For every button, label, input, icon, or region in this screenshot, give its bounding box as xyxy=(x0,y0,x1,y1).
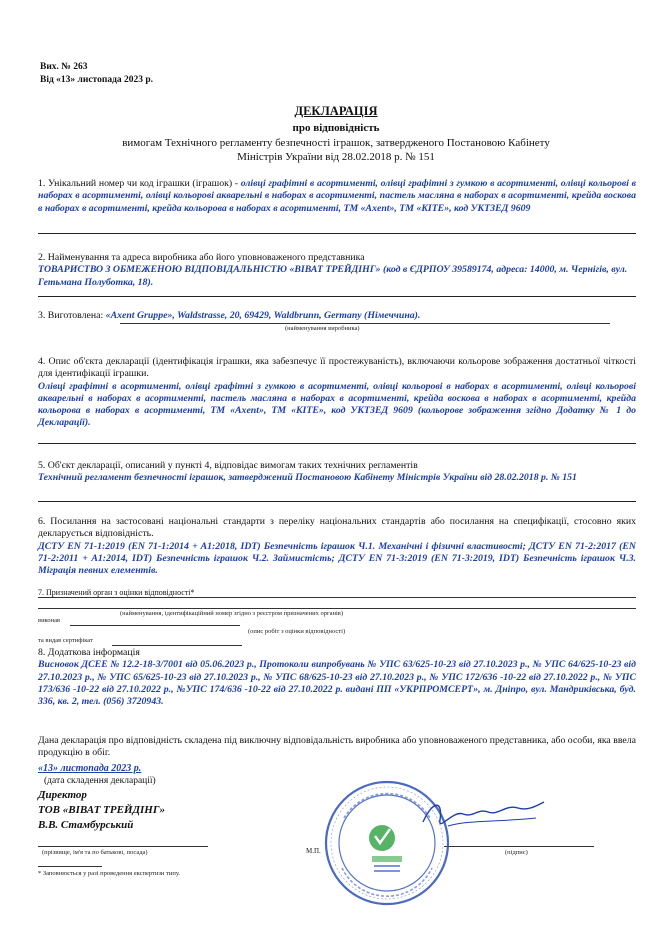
underline xyxy=(444,846,594,847)
section-7-label: 7. Призначений орган з оцінки відповідності* xyxy=(38,588,195,597)
section-7-note-2: (опис робіт з оцінки відповідності) xyxy=(248,628,346,635)
section-6 xyxy=(38,516,636,577)
declaration-date: «13» листопада 2023 р. xyxy=(38,763,142,774)
title-line-1: вимогам Технічного регламенту безпечності іграшок, затвердженого Постановою Кабінету xyxy=(122,137,550,149)
divider xyxy=(38,443,636,444)
document-title: ДЕКЛАРАЦІЯ xyxy=(294,104,378,118)
underline xyxy=(70,625,240,626)
outgoing-number: Вих. № 263 xyxy=(40,62,88,72)
outgoing-date: Від «13» листопада 2023 р. xyxy=(40,75,154,85)
section-8 xyxy=(38,647,636,708)
section-2 xyxy=(38,252,636,289)
document-subtitle: про відповідність xyxy=(292,122,380,134)
underline xyxy=(120,323,610,324)
footnote-divider xyxy=(38,866,102,867)
section-6-label: 6. Посилання на застосовані національні стандарти з переліку національних стандартів або посилання на специфікації, стосовно яких декларується відповідність. xyxy=(38,516,636,540)
signer-company: ТОВ «ВІВАТ ТРЕЙДІНГ» xyxy=(38,804,165,816)
section-6-value: ДСТУ EN 71-1:2019 (EN 71-1:2014 + A1:2018, IDT) Безпечність іграшок Ч.1. Механічні і фізичні властивості; ДСТУ EN 71-2:2017 (EN 71-2:2011 + A1:2014, IDT) Безпечність іграшок Ч.2. Займистість; ДСТУ EN 71-3:2019 (EN 71-3:2019, IDT) Безпечність іграшок Ч.3. Міграція певних елементів. xyxy=(38,540,636,577)
underline xyxy=(38,846,208,847)
section-5-label: 5. Об'єкт декларації, описаний у пункті 4, відповідає вимогам таких технічних регламентів xyxy=(38,460,418,471)
section-1 xyxy=(38,178,636,215)
section-4 xyxy=(38,356,636,430)
section-3 xyxy=(38,310,636,322)
signer-position: Директор xyxy=(38,789,87,801)
stamp-place-label: М.П. xyxy=(306,847,321,855)
signer-name-note: (прізвище, ім'я та по батькові, посада) xyxy=(42,849,148,856)
section-1-value: олівці графітні в асортименті, олівці графітні з гумкою в асортименті, олівці кольорові в наборах в асортименті, олівці кольорові акварельні в наборах в асортименті, пастель масляна в наборах в асортименті, крейда воскова в наборах в асортименті, крейда кольорова в наборах в асортименті, ТМ «Axent», ТМ «KITE», код УКТЗЕД 9609 xyxy=(38,178,636,214)
title-line-2: Міністрів України від 28.02.2018 р. № 151 xyxy=(237,151,435,163)
section-3-note: (найменування виробника) xyxy=(285,325,360,332)
section-1-label: 1. Унікальний номер чи код іграшки (іграшок) - xyxy=(38,178,241,189)
section-5-value: Технічний регламент безпечності іграшок, затверджений Постановою Кабінету Міністрів України від 28.02.2018 р. № 151 xyxy=(38,472,577,484)
underline xyxy=(112,645,242,646)
section-4-label: 4. Опис об'єкта декларації (ідентифікація іграшки, яка забезпечує її простежуваність), включаючи кольорове зображення достатньої чіткості для ідентифікації іграшки. xyxy=(38,356,636,380)
section-2-value: ТОВАРИСТВО З ОБМЕЖЕНОЮ ВІДПОВІДАЛЬНІСТЮ «ВІВАТ ТРЕЙДІНГ» (код в ЄДРПОУ 39589174, адреса: 14000, м. Чернігів, вул. Гетьмана Полуботка, 18). xyxy=(38,264,628,288)
section-8-label: 8. Додаткова інформація xyxy=(38,647,140,658)
section-3-label: 3. Виготовлена: xyxy=(38,310,106,321)
section-4-value: Олівці графітні в асортименті, олівці графітні з гумкою в асортименті, олівці кольорові в наборах в асортименті, олівці кольорові акварельні в наборах в асортименті, пастель масляна в наборах в асортименті, крейда воскова в наборах в асортименті, крейда кольорова в наборах в асортименті, ТМ «Axent», ТМ «KITE», код УКТЗЕД 9609 (кольорове зображення згідно Додатку № 1 до Декларації). xyxy=(38,380,636,429)
section-8-value: Висновок ДСЕЕ № 12.2-18-3/7001 від 05.06.2023 р., Протоколи випробувань № УПС 63/625-10-23 від 27.10.2023 р., № УПС 64/625-10-23 від 27.10.2023 р., № УПС 65/625-10-23 від 27.10.2023 р., № УПС 68/625-10-23 від 27.10.2023 р., № УПС 172/636 -10-22 від 27.10.2022 р., № УПС 173/636 -10-22 від 27.10.2022 р., №УПС 174/636 -10-22 від 27.10.2022 р. видані ПП «УКРПРОМСЕРТ», м. Дніпро, вул. Мандриківська, буд. 336, кв. 2, тел. (056) 3720943. xyxy=(38,659,636,708)
footnote: * Заповнюється у разі проведення експертизи типу. xyxy=(38,870,181,877)
divider xyxy=(38,501,636,502)
section-5 xyxy=(38,460,636,485)
section-7-issued: та видав сертифікат xyxy=(38,637,93,644)
section-7-executed: виконав xyxy=(38,617,61,624)
section-7-note-1: (найменування, ідентифікаційний номер згідно з реєстром призначених органів) xyxy=(120,610,344,617)
section-3-value: «Axent Gruppe», Waldstrasse, 20, 69429, Waldbrunn, Germany (Німеччина). xyxy=(105,310,421,321)
underline xyxy=(38,597,636,598)
handwritten-signature xyxy=(418,790,548,840)
divider xyxy=(38,296,636,297)
underline xyxy=(38,608,636,609)
declaration-date-note: (дата складення декларації) xyxy=(44,776,156,786)
signer-name: В.В. Стамбурський xyxy=(38,819,134,831)
signature-note: (підпис) xyxy=(505,849,528,856)
divider xyxy=(38,233,636,234)
section-2-label: 2. Найменування та адреса виробника або його уповноваженого представника xyxy=(38,252,365,263)
closing-statement: Дана декларація про відповідність складена під виключну відповідальність виробника або уповноваженого представника, або особи, яка ввела продукцію в обіг. xyxy=(38,735,637,759)
